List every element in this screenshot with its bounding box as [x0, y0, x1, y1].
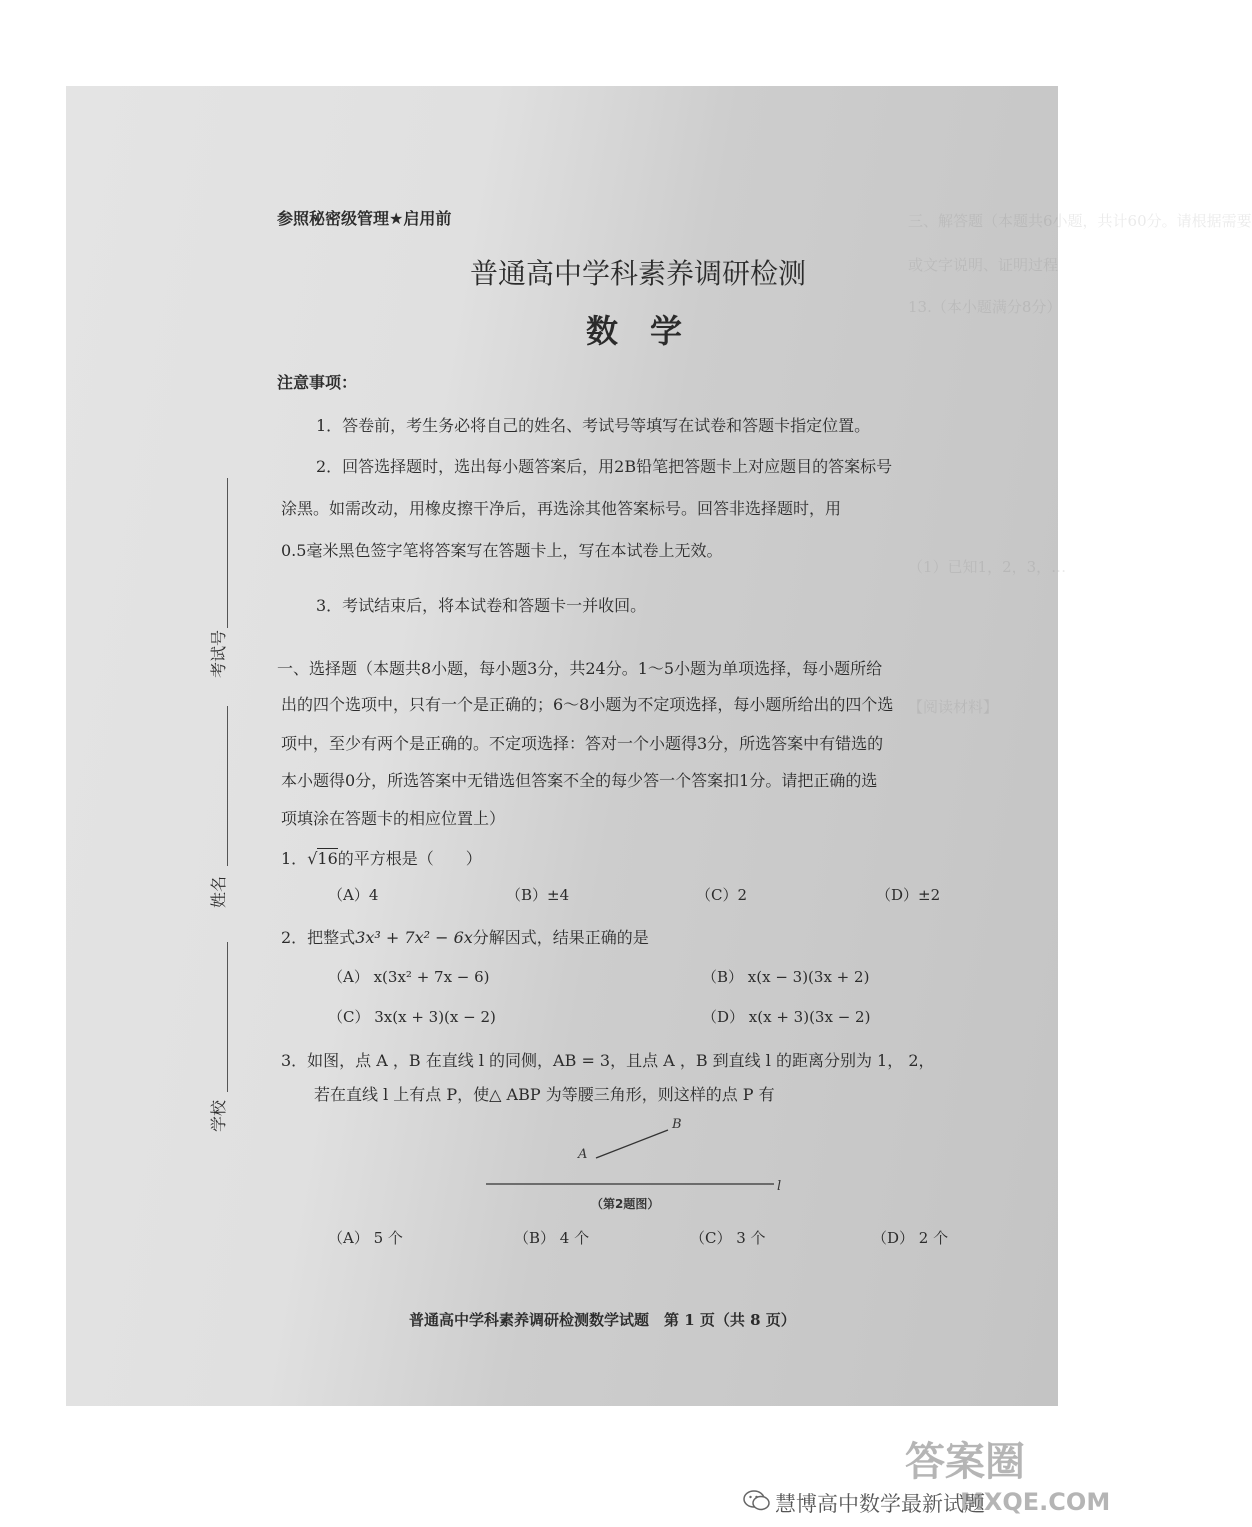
wechat-icon [743, 1490, 771, 1512]
section1-line-4: 本小题得0分，所选答案中无错选但答案不全的每少答一个答案扣1分。请把正确的选 [281, 771, 878, 790]
watermark-logo: 答案圈 [905, 1439, 1025, 1485]
binding-line-school [227, 942, 228, 1092]
notice-item-2c: 0.5毫米黑色签字笔将答案写在答题卡上，写在本试卷上无效。 [281, 541, 723, 560]
notice-item-3: 3．考试结束后，将本试卷和答题卡一并收回。 [316, 596, 647, 615]
q3-option-b: （B） 4 个 [514, 1229, 590, 1247]
q1-number: 1． [281, 849, 308, 868]
notice-item-2b: 涂黑。如需改动，用橡皮擦干净后，再选涂其他答案标号。回答非选择题时，用 [281, 499, 842, 518]
q3-line-1: 3．如图，点 A ，B 在直线 l 的同侧，AB = 3，且点 A ，B 到直线 l 的距离分别为 1， 2， [281, 1051, 935, 1070]
q2-option-c: （C） 3x(x + 3)(x − 2) [328, 1008, 496, 1026]
notice-heading: 注意事项： [277, 373, 358, 392]
page-footer: 普通高中学科素养调研检测数学试题 第 1 页（共 8 页） [409, 1311, 796, 1329]
section1-line-1: 一、选择题（本题共8小题，每小题3分，共24分。1～5小题为单项选择，每小题所给 [277, 659, 883, 678]
sqrt-symbol: √ [307, 849, 318, 868]
q2-option-d: （D） x(x + 3)(3x − 2) [702, 1008, 871, 1026]
label-l: l [777, 1179, 782, 1194]
q3-option-d: （D） 2 个 [872, 1229, 949, 1247]
section1-line-2: 出的四个选项中，只有一个是正确的；6～8小题为不定项选择，每小题所给出的四个选 [281, 695, 894, 714]
security-label: 参照秘密级管理★启用前 [277, 209, 452, 228]
notice-item-2: 2．回答选择题时，选出每小题答案后，用2B铅笔把答题卡上对应题目的答案标号 [316, 457, 893, 476]
binding-line-name [227, 706, 228, 866]
school-label: 学校 [209, 1099, 228, 1132]
q1-radicand: 16 [317, 849, 338, 868]
q3-line-2: 若在直线 l 上有点 P，使△ ABP 为等腰三角形，则这样的点 P 有 [314, 1085, 775, 1104]
name-label: 姓名 [209, 875, 228, 908]
q2-option-a: （A） x(3x² + 7x − 6) [328, 968, 490, 986]
q2-polynomial: 3x³ + 7x² − 6x [355, 928, 473, 947]
exam-no-label: 考试号 [209, 629, 228, 678]
section1-line-5: 项填涂在答题卡的相应位置上） [281, 809, 506, 828]
notice-item-1: 1．答卷前，考生务必将自己的姓名、考试号等填写在试卷和答题卡指定位置。 [316, 416, 871, 435]
label-a: A [578, 1147, 588, 1162]
q3-option-c: （C） 3 个 [690, 1229, 766, 1247]
line-ab [596, 1130, 668, 1158]
exam-paper-photo [66, 86, 1252, 1406]
q2-stem-a: 2．把整式 [281, 928, 356, 947]
watermark-url: MXQE.COM [960, 1488, 1111, 1516]
q1-option-d: （D）±2 [876, 886, 941, 904]
paper-sheet: 三、解答题（本题共6小题，共计60分。请根据需要 或文字说明、证明过程 13.（本小题满分8分） （1）已知1，2，3，… 【阅读材料】 考试号 姓名 学校 参照秘密级管理★启用前 普通高中学科素养调研检测 数 学 注意事项： 1．答卷前，考生务必将自己的姓名、考试号等填写在试卷和答题卡指定位置。 2．回答选择题时，选出每小题答案后，用2B铅笔把答题卡上对应题目的答案标号 涂黑。如需改动，用橡皮擦干净后，再选涂其他答案标号。回答非选择题时，用 0.5毫米黑色签字笔将答案写在答题卡上，写在本试卷上无效。 3．考试结束后，将本试卷和答题卡一并收回。 一、选择题（本题共8小题，每小题3分，共24分。1～5小题为单项选择，每小题所给 出的四个选项中，只有一个是正确的；6～8小题为不定项选择，每小题所给出的四个选 项中，至少有两个是正确的。不定项选择：答对一个小题得3分，所选答案中有错选的 本小题得0分，所选答案中无错选但答案不全的每少答一个答案扣1分。请把正确的选 项填涂在答题卡的相应位置上） 1．√16的平方根是（ ） （A）4 （B）±4 （C）2 （D）±2 2．把整式3x³ + 7x² − 6x分解因式，结果正确的是 （A） x(3x² + 7x − 6) （B） x(x − 3)(3x + 2) （C） 3x(x + 3)(x − 2) （D） x(x + 3)(3x − 2) 3．如图，点 A ，B 在直线 l 的同侧，AB = 3，且点 A ，B 到直线 l 的距离分别为 1， 2， 若在直线 l 上有点 P，使△ ABP 为等腰三角形，则这样的点 P 有 A B l （第2题图） （A） 5 个 （B） 4 个 （C） 3 个 （D） 2 个 普通高中学科素养调研检测数学试题 第 1 页（共 8 页） [66, 86, 1058, 1406]
question-2 [281, 925, 649, 948]
q2-stem-b: 分解因式，结果正确的是 [472, 928, 649, 947]
q3-figure [486, 1106, 806, 1216]
question-1 [281, 846, 482, 869]
q3-option-a: （A） 5 个 [328, 1229, 403, 1247]
figure-caption: （第2题图） [591, 1197, 660, 1211]
label-b: B [672, 1117, 682, 1132]
q1-option-c: （C）2 [696, 886, 748, 904]
binding-line-exam-no [227, 478, 228, 628]
exam-title: 普通高中学科素养调研检测 [470, 257, 807, 290]
watermark-channel-name: 慧博高中数学最新试题 [775, 1492, 985, 1516]
q1-stem: 的平方根是（ ） [337, 849, 482, 868]
subject-title: 数 学 [586, 312, 683, 350]
q1-option-b: （B）±4 [506, 886, 570, 904]
q1-option-a: （A）4 [328, 886, 379, 904]
section1-line-3: 项中，至少有两个是正确的。不定项选择：答对一个小题得3分，所选答案中有错选的 [281, 734, 884, 753]
q2-option-b: （B） x(x − 3)(3x + 2) [702, 968, 870, 986]
